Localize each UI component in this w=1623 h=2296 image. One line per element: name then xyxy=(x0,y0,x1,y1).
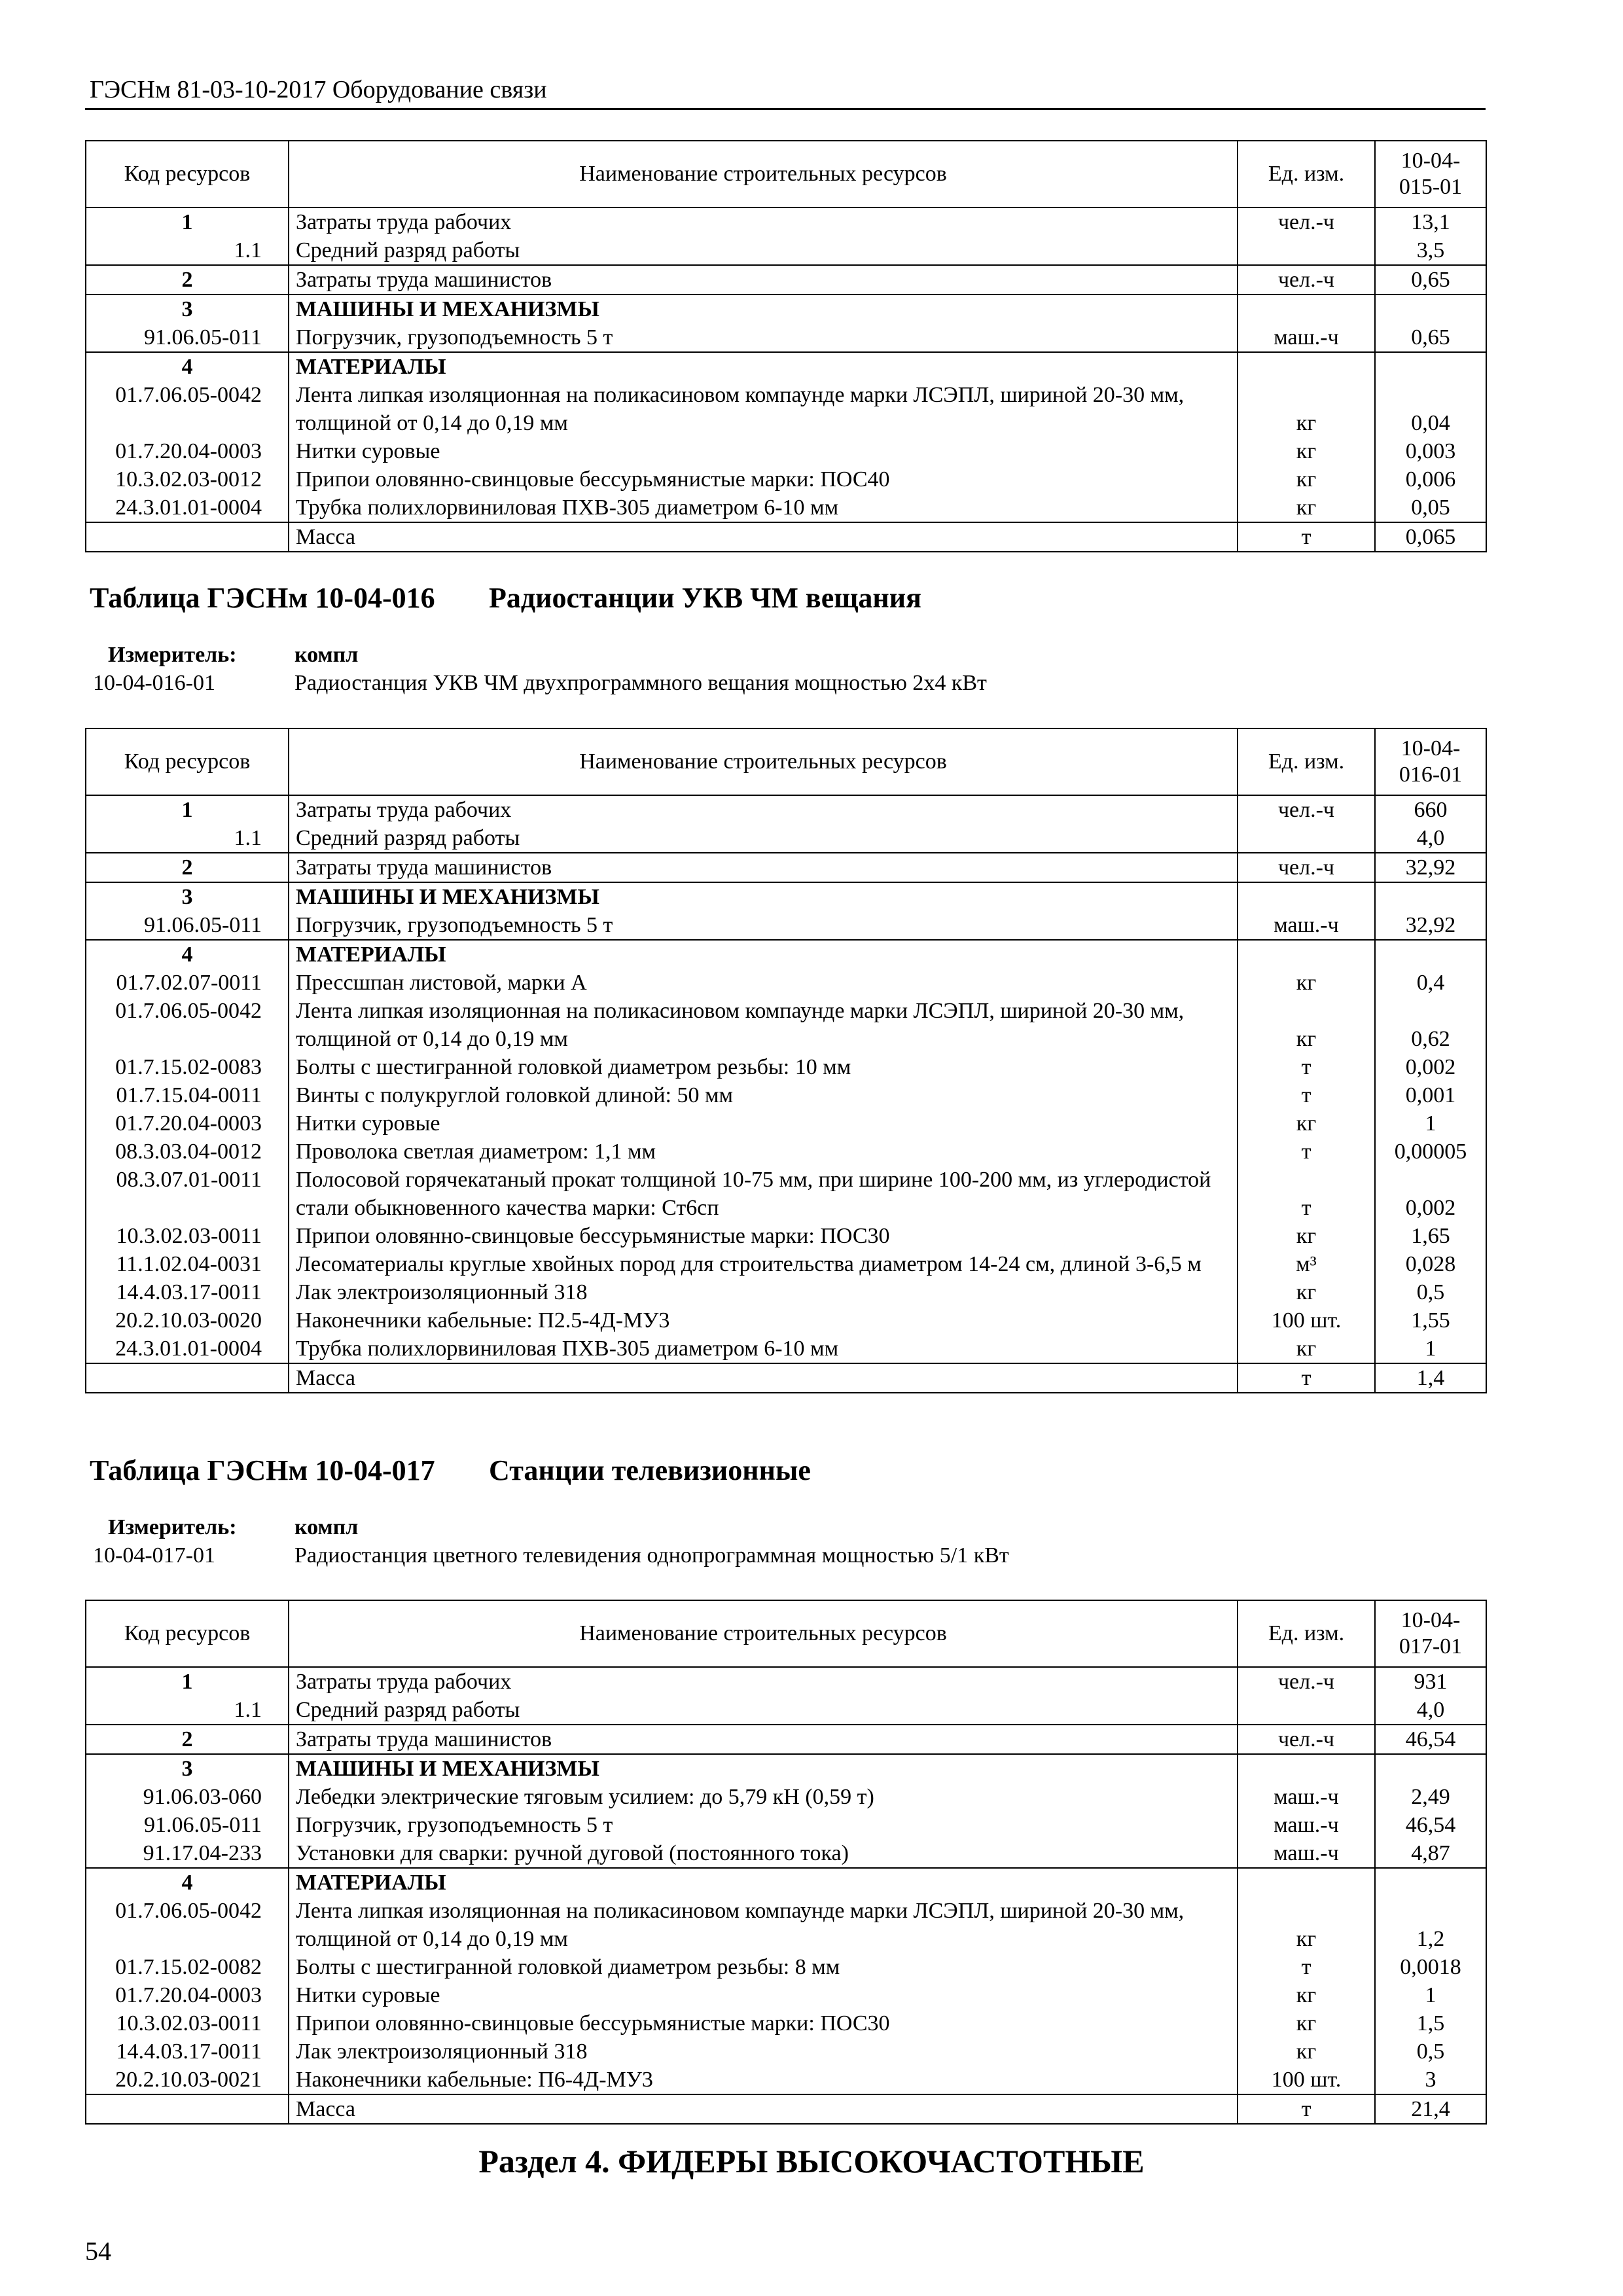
resource-code: 01.7.06.05-0042 xyxy=(86,381,289,437)
resource-unit: кг xyxy=(1238,2009,1375,2037)
norm-col-line1: 10-04- xyxy=(1400,736,1461,761)
resource-name: Затраты труда рабочих xyxy=(289,207,1238,236)
resource-value: 0,065 xyxy=(1375,522,1486,552)
resource-name: Нитки суровые xyxy=(289,437,1238,465)
resource-name: МАШИНЫ И МЕХАНИЗМЫ xyxy=(289,882,1238,911)
col-header-norm xyxy=(1375,141,1486,207)
resource-unit xyxy=(1238,940,1375,969)
resource-value: 3 xyxy=(1375,2066,1486,2094)
table-row xyxy=(86,465,1486,493)
resource-value: 4,87 xyxy=(1375,1839,1486,1868)
resource-name: Затраты труда машинистов xyxy=(289,265,1238,295)
resource-code xyxy=(86,1363,289,1393)
resource-unit: м³ xyxy=(1238,1250,1375,1278)
table-row xyxy=(86,493,1486,522)
resource-code: 1.1 xyxy=(86,236,289,265)
resource-name: Лента липкая изоляционная на поликасиновом компаунде марки ЛСЭПЛ, шириной 20-30 мм, толщиной от 0,14 до 0,19 мм xyxy=(289,1897,1238,1953)
resource-unit: чел.-ч xyxy=(1238,207,1375,236)
resource-code: 08.3.03.04-0012 xyxy=(86,1138,289,1166)
resource-name: Средний разряд работы xyxy=(289,824,1238,853)
resource-unit: маш.-ч xyxy=(1238,911,1375,940)
resource-name: Масса xyxy=(289,522,1238,552)
meter-value: компл xyxy=(294,1515,359,1539)
resource-code: 4 xyxy=(86,940,289,969)
resource-code: 01.7.20.04-0003 xyxy=(86,437,289,465)
table-row xyxy=(86,795,1486,824)
resource-unit: кг xyxy=(1238,1335,1375,1363)
resource-name: Болты с шестигранной головкой диаметром резьбы: 10 мм xyxy=(289,1053,1238,1081)
table-header-row xyxy=(86,141,1486,207)
resource-name: Затраты труда рабочих xyxy=(289,1667,1238,1696)
resource-name: Припои оловянно-свинцовые бессурьмянистые марки: ПОС30 xyxy=(289,2009,1238,2037)
resource-code: 1 xyxy=(86,207,289,236)
page-number: 54 xyxy=(85,2236,111,2266)
resource-value: 1,5 xyxy=(1375,2009,1486,2037)
table-row xyxy=(86,1811,1486,1839)
resource-unit xyxy=(1238,236,1375,265)
table-header-row xyxy=(86,728,1486,795)
resource-name: Лак электроизоляционный 318 xyxy=(289,2037,1238,2066)
table-row xyxy=(86,1868,1486,1897)
table-row xyxy=(86,1839,1486,1868)
resource-code: 4 xyxy=(86,352,289,381)
resource-unit: чел.-ч xyxy=(1238,1667,1375,1696)
table-row xyxy=(86,882,1486,911)
resource-code: 14.4.03.17-0011 xyxy=(86,1278,289,1306)
resource-code: 01.7.15.04-0011 xyxy=(86,1081,289,1109)
resource-name: Лак электроизоляционный 318 xyxy=(289,1278,1238,1306)
resource-unit: т xyxy=(1238,522,1375,552)
resource-code: 91.06.03-060 xyxy=(86,1783,289,1811)
col-header-unit: Ед. изм. xyxy=(1238,1600,1375,1667)
resource-unit: маш.-ч xyxy=(1238,323,1375,352)
table-row xyxy=(86,1222,1486,1250)
resource-value: 0,006 xyxy=(1375,465,1486,493)
resource-unit: кг xyxy=(1238,997,1375,1053)
resource-name: Полосовой горячекатаный прокат толщиной 10-75 мм, при ширине 100-200 мм, из углеродистой стали обыкновенного качества марки: Ст6сп xyxy=(289,1166,1238,1222)
resource-value xyxy=(1375,1868,1486,1897)
resource-code: 1.1 xyxy=(86,824,289,853)
resource-unit: чел.-ч xyxy=(1238,853,1375,882)
resource-name: Затраты труда рабочих xyxy=(289,795,1238,824)
resource-value: 32,92 xyxy=(1375,853,1486,882)
resource-unit: т xyxy=(1238,1053,1375,1081)
resource-value xyxy=(1375,295,1486,323)
mass-row xyxy=(86,1363,1486,1393)
table-row xyxy=(86,207,1486,236)
resource-name: Припои оловянно-свинцовые бессурьмянистые марки: ПОС40 xyxy=(289,465,1238,493)
resource-name: МАШИНЫ И МЕХАНИЗМЫ xyxy=(289,295,1238,323)
resource-value: 0,002 xyxy=(1375,1053,1486,1081)
col-header-code: Код ресурсов xyxy=(86,728,289,795)
col-header-norm xyxy=(1375,1600,1486,1667)
running-header: ГЭСНм 81-03-10-2017 Оборудование связи xyxy=(90,76,547,103)
resource-code: 08.3.07.01-0011 xyxy=(86,1166,289,1222)
table-row xyxy=(86,352,1486,381)
table-row xyxy=(86,853,1486,882)
resource-value xyxy=(1375,352,1486,381)
section-title: Раздел 4. ФИДЕРЫ ВЫСОКОЧАСТОТНЫЕ xyxy=(478,2143,1145,2179)
resource-unit: чел.-ч xyxy=(1238,265,1375,295)
resource-value: 4,0 xyxy=(1375,824,1486,853)
col-header-unit: Ед. изм. xyxy=(1238,728,1375,795)
resource-name: Затраты труда машинистов xyxy=(289,853,1238,882)
resource-value: 2,49 xyxy=(1375,1783,1486,1811)
resource-unit: кг xyxy=(1238,465,1375,493)
resource-unit xyxy=(1238,295,1375,323)
resource-name: Затраты труда машинистов xyxy=(289,1725,1238,1754)
resource-value: 1,65 xyxy=(1375,1222,1486,1250)
resource-value xyxy=(1375,1754,1486,1783)
resource-code: 4 xyxy=(86,1868,289,1897)
resource-unit: кг xyxy=(1238,1278,1375,1306)
resource-code: 01.7.02.07-0011 xyxy=(86,969,289,997)
resource-name: Лента липкая изоляционная на поликасиновом компаунде марки ЛСЭПЛ, шириной 20-30 мм, толщиной от 0,14 до 0,19 мм xyxy=(289,997,1238,1053)
resource-code: 2 xyxy=(86,1725,289,1754)
table-row xyxy=(86,1696,1486,1725)
norm-code: 10-04-016-01 xyxy=(93,671,215,695)
table-row xyxy=(86,1250,1486,1278)
resource-value: 0,003 xyxy=(1375,437,1486,465)
resource-name: Наконечники кабельные: П6-4Д-МУ3 xyxy=(289,2066,1238,2094)
norm-name: Радиостанция УКВ ЧМ двухпрограммного вещания мощностью 2х4 кВт xyxy=(294,671,987,695)
norm-col-line2: 016-01 xyxy=(1399,762,1463,787)
resource-code: 2 xyxy=(86,265,289,295)
resource-unit: т xyxy=(1238,2094,1375,2124)
resource-unit: маш.-ч xyxy=(1238,1783,1375,1811)
resource-name: Прессшпан листовой, марки А xyxy=(289,969,1238,997)
resource-unit: маш.-ч xyxy=(1238,1811,1375,1839)
resource-value: 0,001 xyxy=(1375,1081,1486,1109)
resource-code: 1 xyxy=(86,795,289,824)
col-header-norm xyxy=(1375,728,1486,795)
resource-name: Нитки суровые xyxy=(289,1981,1238,2009)
table-header-row xyxy=(86,1600,1486,1667)
resource-unit xyxy=(1238,352,1375,381)
norm-name: Радиостанция цветного телевидения однопрограммная мощностью 5/1 кВт xyxy=(294,1543,1009,1568)
resource-unit xyxy=(1238,1868,1375,1897)
table-title-10-04-016 xyxy=(90,580,921,617)
table-row xyxy=(86,1138,1486,1166)
table-row xyxy=(86,1981,1486,2009)
resource-name: Припои оловянно-свинцовые бессурьмянистые марки: ПОС30 xyxy=(289,1222,1238,1250)
resource-unit: кг xyxy=(1238,1981,1375,2009)
resource-value: 0,00005 xyxy=(1375,1138,1486,1166)
resource-code: 01.7.06.05-0042 xyxy=(86,1897,289,1953)
col-header-name: Наименование строительных ресурсов xyxy=(289,141,1238,207)
resource-value: 13,1 xyxy=(1375,207,1486,236)
norm-col-line2: 017-01 xyxy=(1399,1634,1463,1659)
table-row xyxy=(86,295,1486,323)
resource-unit xyxy=(1238,824,1375,853)
table-row xyxy=(86,1725,1486,1754)
resource-unit: т xyxy=(1238,1138,1375,1166)
resource-unit: кг xyxy=(1238,969,1375,997)
table-row xyxy=(86,236,1486,265)
table-row xyxy=(86,1783,1486,1811)
resource-value: 46,54 xyxy=(1375,1725,1486,1754)
resource-code: 20.2.10.03-0021 xyxy=(86,2066,289,2094)
table-row xyxy=(86,1109,1486,1138)
table-row xyxy=(86,911,1486,940)
resource-table-10-04-017 xyxy=(85,1600,1487,2125)
table-row xyxy=(86,1754,1486,1783)
resource-code: 24.3.01.01-0004 xyxy=(86,1335,289,1363)
resource-code: 1.1 xyxy=(86,1696,289,1725)
table-row xyxy=(86,381,1486,437)
resource-unit: кг xyxy=(1238,1222,1375,1250)
resource-value: 0,04 xyxy=(1375,381,1486,437)
table-row xyxy=(86,1278,1486,1306)
col-header-name: Наименование строительных ресурсов xyxy=(289,1600,1238,1667)
resource-value: 1,4 xyxy=(1375,1363,1486,1393)
resource-unit: кг xyxy=(1238,493,1375,522)
resource-name: МАТЕРИАЛЫ xyxy=(289,940,1238,969)
resource-value xyxy=(1375,940,1486,969)
resource-name: Трубка полихлорвиниловая ПХВ-305 диаметром 6-10 мм xyxy=(289,493,1238,522)
resource-value: 1 xyxy=(1375,1335,1486,1363)
resource-name: Погрузчик, грузоподъемность 5 т xyxy=(289,911,1238,940)
resource-name: Нитки суровые xyxy=(289,1109,1238,1138)
table-row xyxy=(86,1335,1486,1363)
resource-name: Средний разряд работы xyxy=(289,1696,1238,1725)
resource-code: 01.7.20.04-0003 xyxy=(86,1981,289,2009)
norm-col-line1: 10-04- xyxy=(1400,149,1461,173)
resource-value: 1 xyxy=(1375,1109,1486,1138)
resource-code: 01.7.15.02-0083 xyxy=(86,1053,289,1081)
resource-value: 0,5 xyxy=(1375,1278,1486,1306)
resource-value: 931 xyxy=(1375,1667,1486,1696)
resource-code: 2 xyxy=(86,853,289,882)
resource-name: Установки для сварки: ручной дуговой (постоянного тока) xyxy=(289,1839,1238,1868)
table-row xyxy=(86,1306,1486,1335)
resource-name: МАТЕРИАЛЫ xyxy=(289,352,1238,381)
resource-value: 4,0 xyxy=(1375,1696,1486,1725)
resource-name: Масса xyxy=(289,1363,1238,1393)
table-title-name: Радиостанции УКВ ЧМ вещания xyxy=(489,582,921,614)
table-row xyxy=(86,323,1486,352)
header-rule xyxy=(85,108,1486,110)
resource-code: 11.1.02.04-0031 xyxy=(86,1250,289,1278)
resource-name: Лесоматериалы круглые хвойных пород для строительства диаметром 14-24 см, длиной 3-6,5 м xyxy=(289,1250,1238,1278)
table-row xyxy=(86,265,1486,295)
resource-value: 32,92 xyxy=(1375,911,1486,940)
resource-code: 91.06.05-011 xyxy=(86,323,289,352)
resource-code: 3 xyxy=(86,1754,289,1783)
resource-code xyxy=(86,2094,289,2124)
resource-unit: т xyxy=(1238,1081,1375,1109)
mass-row xyxy=(86,522,1486,552)
resource-code: 24.3.01.01-0004 xyxy=(86,493,289,522)
resource-name: Погрузчик, грузоподъемность 5 т xyxy=(289,1811,1238,1839)
table-row xyxy=(86,437,1486,465)
resource-value: 0,65 xyxy=(1375,323,1486,352)
table-title-code: Таблица ГЭСНм 10-04-016 xyxy=(90,582,435,614)
resource-value: 660 xyxy=(1375,795,1486,824)
resource-value: 0,5 xyxy=(1375,2037,1486,2066)
resource-unit: 100 шт. xyxy=(1238,2066,1375,2094)
norm-col-line1: 10-04- xyxy=(1400,1608,1461,1632)
table-row xyxy=(86,1667,1486,1696)
resource-value: 0,4 xyxy=(1375,969,1486,997)
resource-code: 01.7.15.02-0082 xyxy=(86,1953,289,1981)
resource-value: 1 xyxy=(1375,1981,1486,2009)
resource-name: Погрузчик, грузоподъемность 5 т xyxy=(289,323,1238,352)
resource-code: 10.3.02.03-0011 xyxy=(86,2009,289,2037)
resource-name: Наконечники кабельные: П2.5-4Д-МУ3 xyxy=(289,1306,1238,1335)
resource-value: 46,54 xyxy=(1375,1811,1486,1839)
resource-unit: т xyxy=(1238,1363,1375,1393)
meter-label: Измеритель: xyxy=(108,643,237,667)
resource-unit xyxy=(1238,1754,1375,1783)
norm-col-line2: 015-01 xyxy=(1399,175,1463,199)
col-header-name: Наименование строительных ресурсов xyxy=(289,728,1238,795)
resource-code: 91.06.05-011 xyxy=(86,911,289,940)
resource-name: МАТЕРИАЛЫ xyxy=(289,1868,1238,1897)
norm-code: 10-04-017-01 xyxy=(93,1543,215,1568)
resource-code: 20.2.10.03-0020 xyxy=(86,1306,289,1335)
resource-value: 0,65 xyxy=(1375,265,1486,295)
resource-name: Масса xyxy=(289,2094,1238,2124)
resource-name: Лента липкая изоляционная на поликасиновом компаунде марки ЛСЭПЛ, шириной 20-30 мм, толщиной от 0,14 до 0,19 мм xyxy=(289,381,1238,437)
resource-code: 10.3.02.03-0012 xyxy=(86,465,289,493)
resource-value xyxy=(1375,882,1486,911)
resource-code: 1 xyxy=(86,1667,289,1696)
resource-unit: т xyxy=(1238,1166,1375,1222)
resource-unit: кг xyxy=(1238,2037,1375,2066)
table-row xyxy=(86,1053,1486,1081)
resource-unit: кг xyxy=(1238,437,1375,465)
resource-name: МАШИНЫ И МЕХАНИЗМЫ xyxy=(289,1754,1238,1783)
table-row xyxy=(86,1166,1486,1222)
table-title-code: Таблица ГЭСНм 10-04-017 xyxy=(90,1454,435,1486)
table-row xyxy=(86,2009,1486,2037)
resource-code: 3 xyxy=(86,295,289,323)
resource-unit: 100 шт. xyxy=(1238,1306,1375,1335)
resource-value: 0,002 xyxy=(1375,1166,1486,1222)
resource-name: Лебедки электрические тяговым усилием: до 5,79 кН (0,59 т) xyxy=(289,1783,1238,1811)
resource-unit: маш.-ч xyxy=(1238,1839,1375,1868)
resource-name: Винты с полукруглой головкой длиной: 50 мм xyxy=(289,1081,1238,1109)
resource-name: Трубка полихлорвиниловая ПХВ-305 диаметром 6-10 мм xyxy=(289,1335,1238,1363)
resource-unit: кг xyxy=(1238,1109,1375,1138)
table-title-name: Станции телевизионные xyxy=(489,1454,811,1486)
table-row xyxy=(86,2066,1486,2094)
col-header-unit: Ед. изм. xyxy=(1238,141,1375,207)
resource-value: 0,028 xyxy=(1375,1250,1486,1278)
resource-unit xyxy=(1238,1696,1375,1725)
resource-unit: кг xyxy=(1238,1897,1375,1953)
table-row xyxy=(86,997,1486,1053)
table-row xyxy=(86,1081,1486,1109)
resource-code: 91.17.04-233 xyxy=(86,1839,289,1868)
table-row xyxy=(86,824,1486,853)
resource-table-10-04-016 xyxy=(85,728,1487,1393)
resource-name: Средний разряд работы xyxy=(289,236,1238,265)
table-row xyxy=(86,969,1486,997)
resource-value: 0,05 xyxy=(1375,493,1486,522)
table-title-10-04-017 xyxy=(90,1452,811,1489)
resource-code: 01.7.06.05-0042 xyxy=(86,997,289,1053)
resource-code: 91.06.05-011 xyxy=(86,1811,289,1839)
resource-code: 10.3.02.03-0011 xyxy=(86,1222,289,1250)
resource-value: 21,4 xyxy=(1375,2094,1486,2124)
col-header-code: Код ресурсов xyxy=(86,1600,289,1667)
resource-value: 3,5 xyxy=(1375,236,1486,265)
resource-unit xyxy=(1238,882,1375,911)
resource-unit: чел.-ч xyxy=(1238,795,1375,824)
resource-unit: кг xyxy=(1238,381,1375,437)
resource-value: 1,55 xyxy=(1375,1306,1486,1335)
resource-name: Болты с шестигранной головкой диаметром резьбы: 8 мм xyxy=(289,1953,1238,1981)
resource-code: 3 xyxy=(86,882,289,911)
resource-value: 0,62 xyxy=(1375,997,1486,1053)
table-row xyxy=(86,2037,1486,2066)
resource-code: 14.4.03.17-0011 xyxy=(86,2037,289,2066)
resource-value: 1,2 xyxy=(1375,1897,1486,1953)
resource-unit: т xyxy=(1238,1953,1375,1981)
resource-name: Проволока светлая диаметром: 1,1 мм xyxy=(289,1138,1238,1166)
resource-code xyxy=(86,522,289,552)
resource-value: 0,0018 xyxy=(1375,1953,1486,1981)
resource-unit: чел.-ч xyxy=(1238,1725,1375,1754)
resource-table-10-04-015 xyxy=(85,140,1487,552)
meter-label: Измеритель: xyxy=(108,1515,237,1539)
table-row xyxy=(86,1953,1486,1981)
meter-value: компл xyxy=(294,643,359,667)
resource-code: 01.7.20.04-0003 xyxy=(86,1109,289,1138)
mass-row xyxy=(86,2094,1486,2124)
table-row xyxy=(86,1897,1486,1953)
table-row xyxy=(86,940,1486,969)
col-header-code: Код ресурсов xyxy=(86,141,289,207)
